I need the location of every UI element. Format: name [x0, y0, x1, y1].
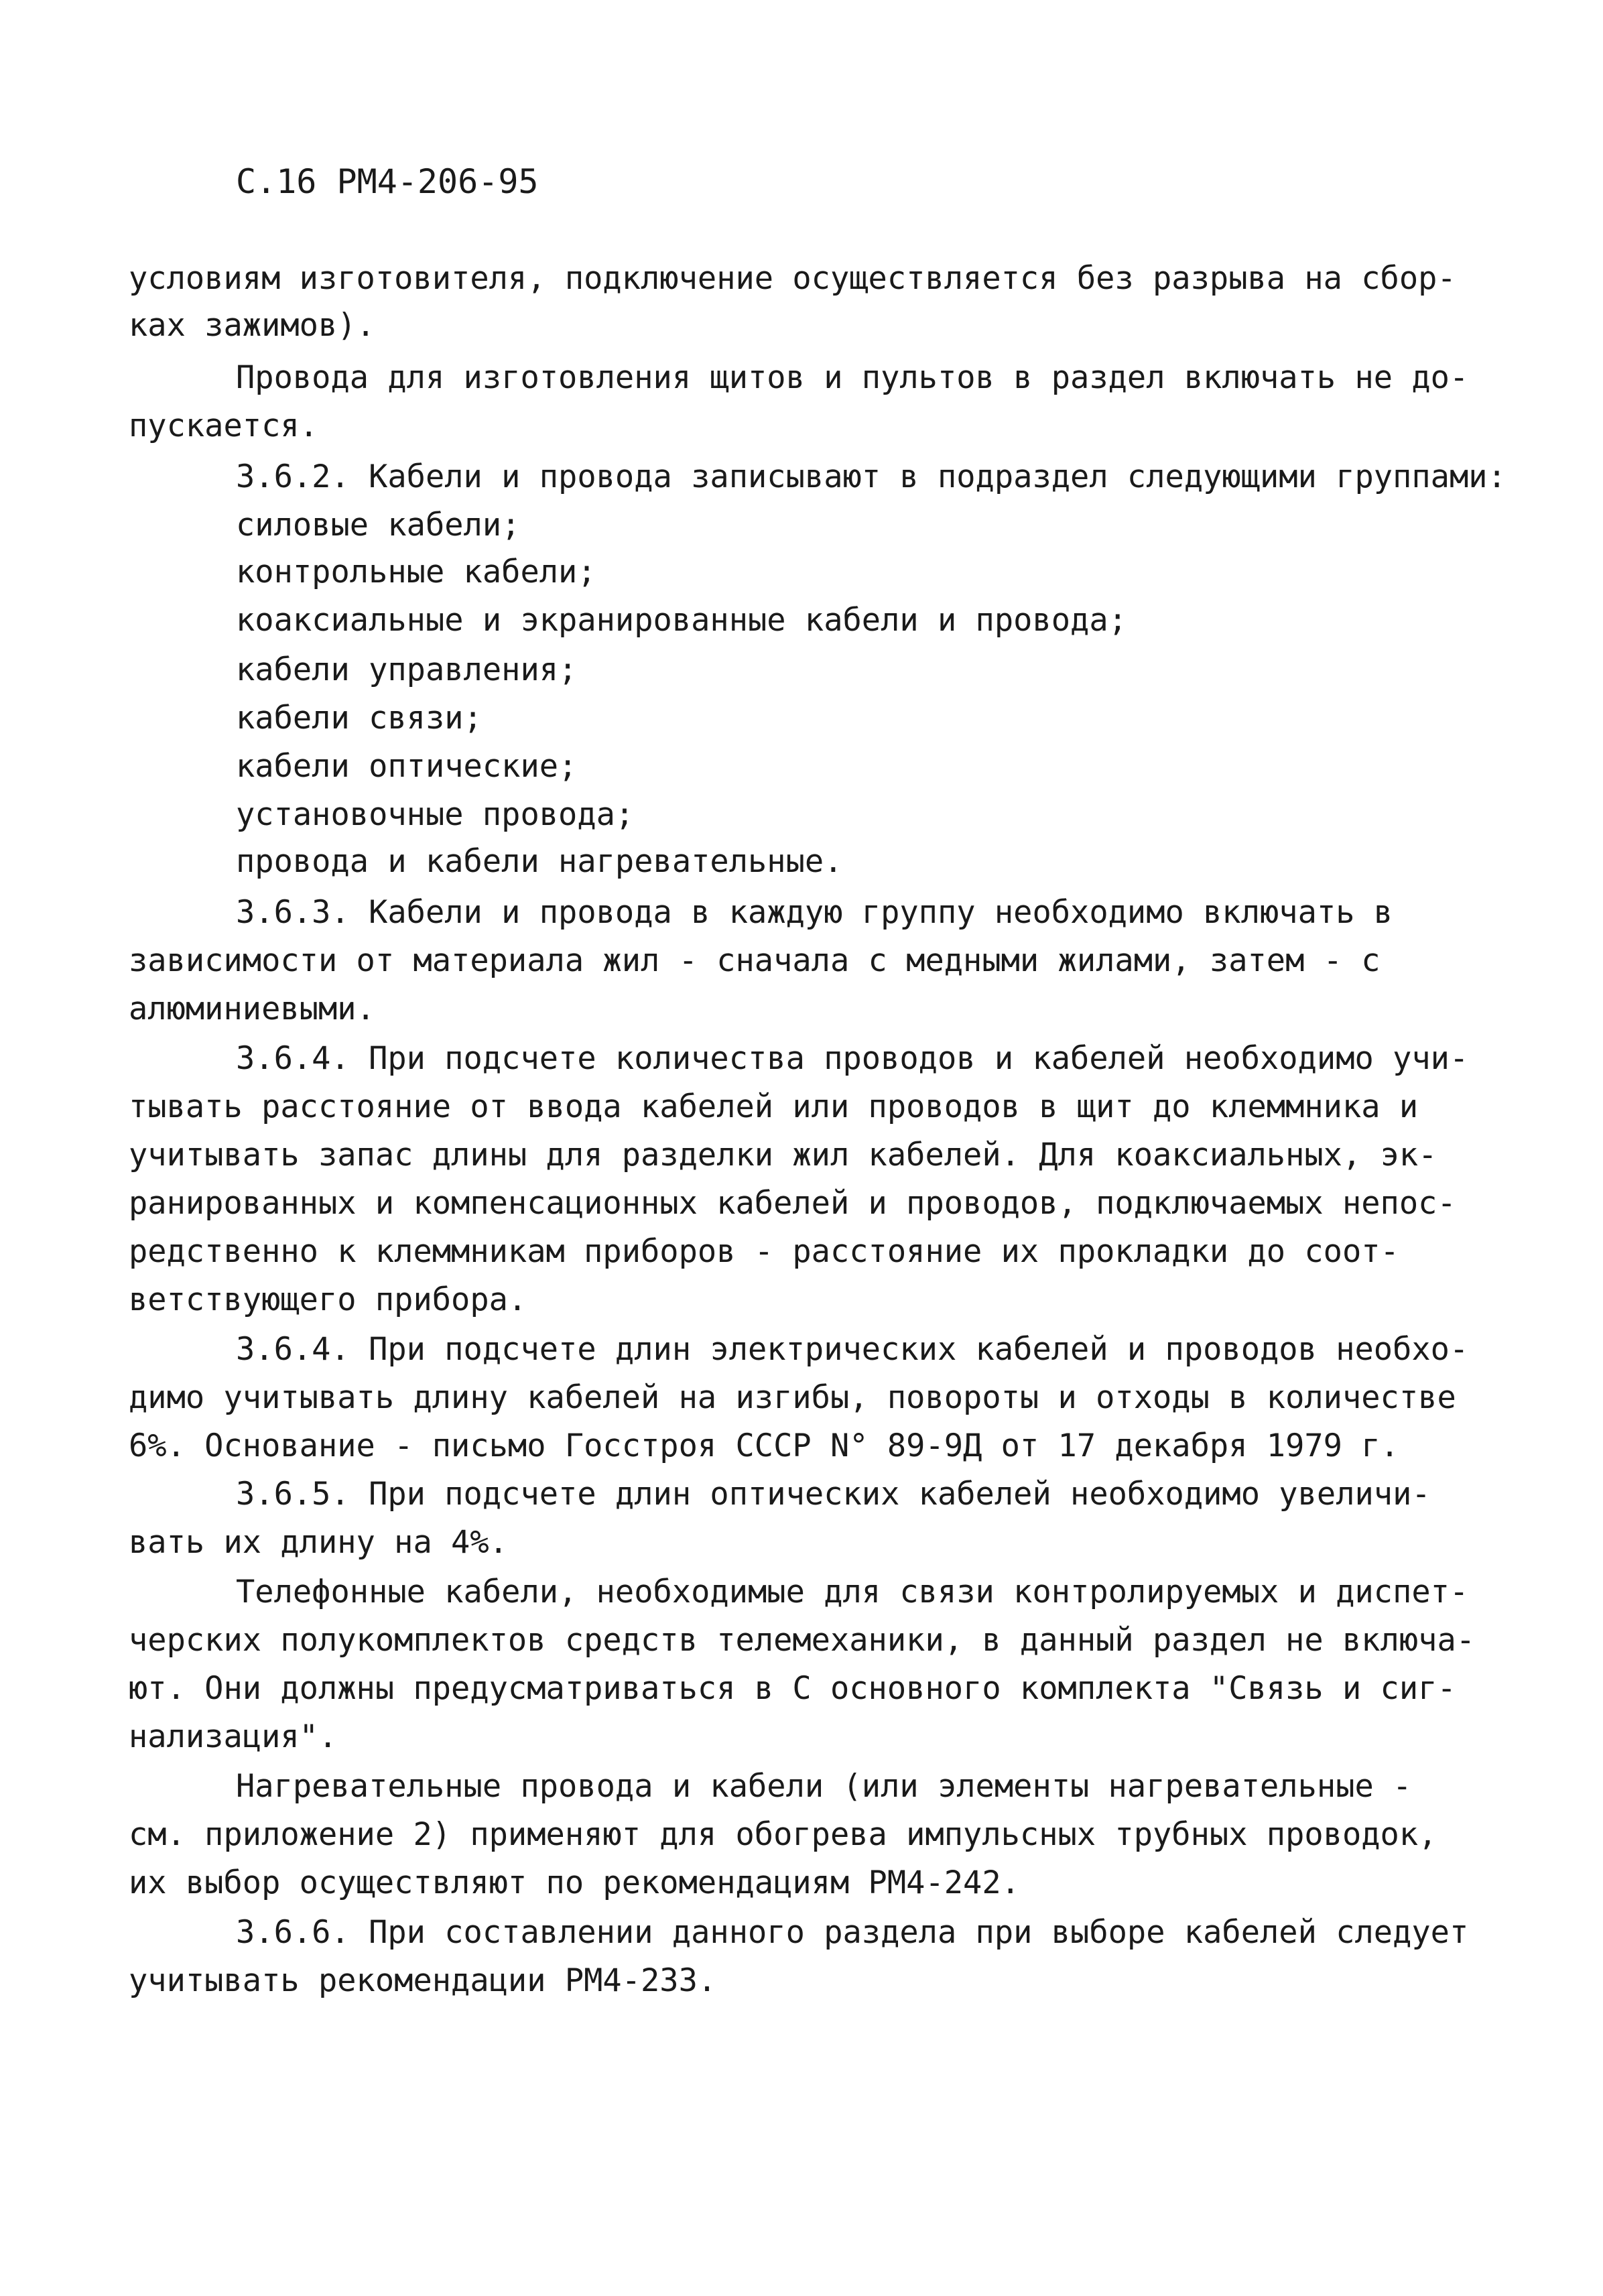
text-line: вать их длину на 4%. — [129, 1524, 508, 1561]
text-line: 3.6.3. Кабели и провода в каждую группу необходимо включать в — [236, 894, 1393, 931]
text-line: Провода для изготовления щитов и пультов в раздел включать не до- — [236, 359, 1469, 396]
text-line: 3.6.4. При подсчете длин электрических кабелей и проводов необхо- — [236, 1331, 1469, 1368]
text-line: черских полукомплектов средств телемеханики, в данный раздел не включа- — [129, 1622, 1476, 1659]
text-line: условиям изготовителя, подключение осуществляется без разрыва на сбор- — [129, 260, 1456, 297]
text-line: ках зажимов). — [129, 307, 375, 344]
text-line: нализация". — [129, 1718, 338, 1755]
text-line: 3.6.4. При подсчете количества проводов и кабелей необходимо учи- — [236, 1040, 1469, 1077]
list-item: кабели связи; — [236, 700, 483, 737]
text-line: учитывать запас длины для разделки жил кабелей. Для коаксиальных, эк- — [129, 1137, 1437, 1173]
text-line: 3.6.2. Кабели и провода записывают в подраздел следующими группами: — [236, 458, 1506, 495]
list-item: кабели управления; — [236, 651, 578, 688]
text-line: учитывать рекомендации РМ4-233. — [129, 1962, 717, 1999]
text-line: зависимости от материала жил - сначала с медными жилами, затем - с — [129, 942, 1381, 979]
text-line: 3.6.6. При составлении данного раздела при выборе кабелей следует — [236, 1914, 1469, 1951]
text-line: Телефонные кабели, необходимые для связи контролируемых и диспет- — [236, 1574, 1469, 1610]
text-line: ветствующего прибора. — [129, 1281, 527, 1318]
list-item: коаксиальные и экранированные кабели и провода; — [236, 602, 1127, 639]
text-line: пускается. — [129, 407, 318, 444]
page-header: С.16 РМ4-206-95 — [236, 162, 539, 201]
list-item: кабели оптические; — [236, 748, 578, 785]
text-line: димо учитывать длину кабелей на изгибы, повороты и отходы в количестве — [129, 1379, 1456, 1416]
text-line: алюминиевыми. — [129, 991, 375, 1027]
text-line: редственно к клеммникам приборов - расстояние их прокладки до соот- — [129, 1233, 1399, 1270]
text-line: Нагревательные провода и кабели (или элементы нагревательные - — [236, 1768, 1412, 1805]
text-line: см. приложение 2) применяют для обогрева импульсных трубных проводок, — [129, 1816, 1437, 1853]
list-item: контрольные кабели; — [236, 554, 596, 590]
list-item: силовые кабели; — [236, 507, 521, 544]
list-item: установочные провода; — [236, 796, 635, 833]
text-line: их выбор осуществляют по рекомендациям РМ4-242. — [129, 1864, 1020, 1901]
list-item: провода и кабели нагревательные. — [236, 843, 843, 880]
text-line: ют. Они должны предусматриваться в С основного комплекта "Связь и сиг- — [129, 1670, 1456, 1707]
text-line: ранированных и компенсационных кабелей и проводов, подключаемых непос- — [129, 1185, 1456, 1222]
text-line: 3.6.5. При подсчете длин оптических кабелей необходимо увеличи- — [236, 1476, 1431, 1513]
text-line: тывать расстояние от ввода кабелей или проводов в щит до клеммника и — [129, 1088, 1419, 1125]
text-line: 6%. Основание - письмо Госстроя СССР N° 89-9Д от 17 декабря 1979 г. — [129, 1427, 1399, 1464]
